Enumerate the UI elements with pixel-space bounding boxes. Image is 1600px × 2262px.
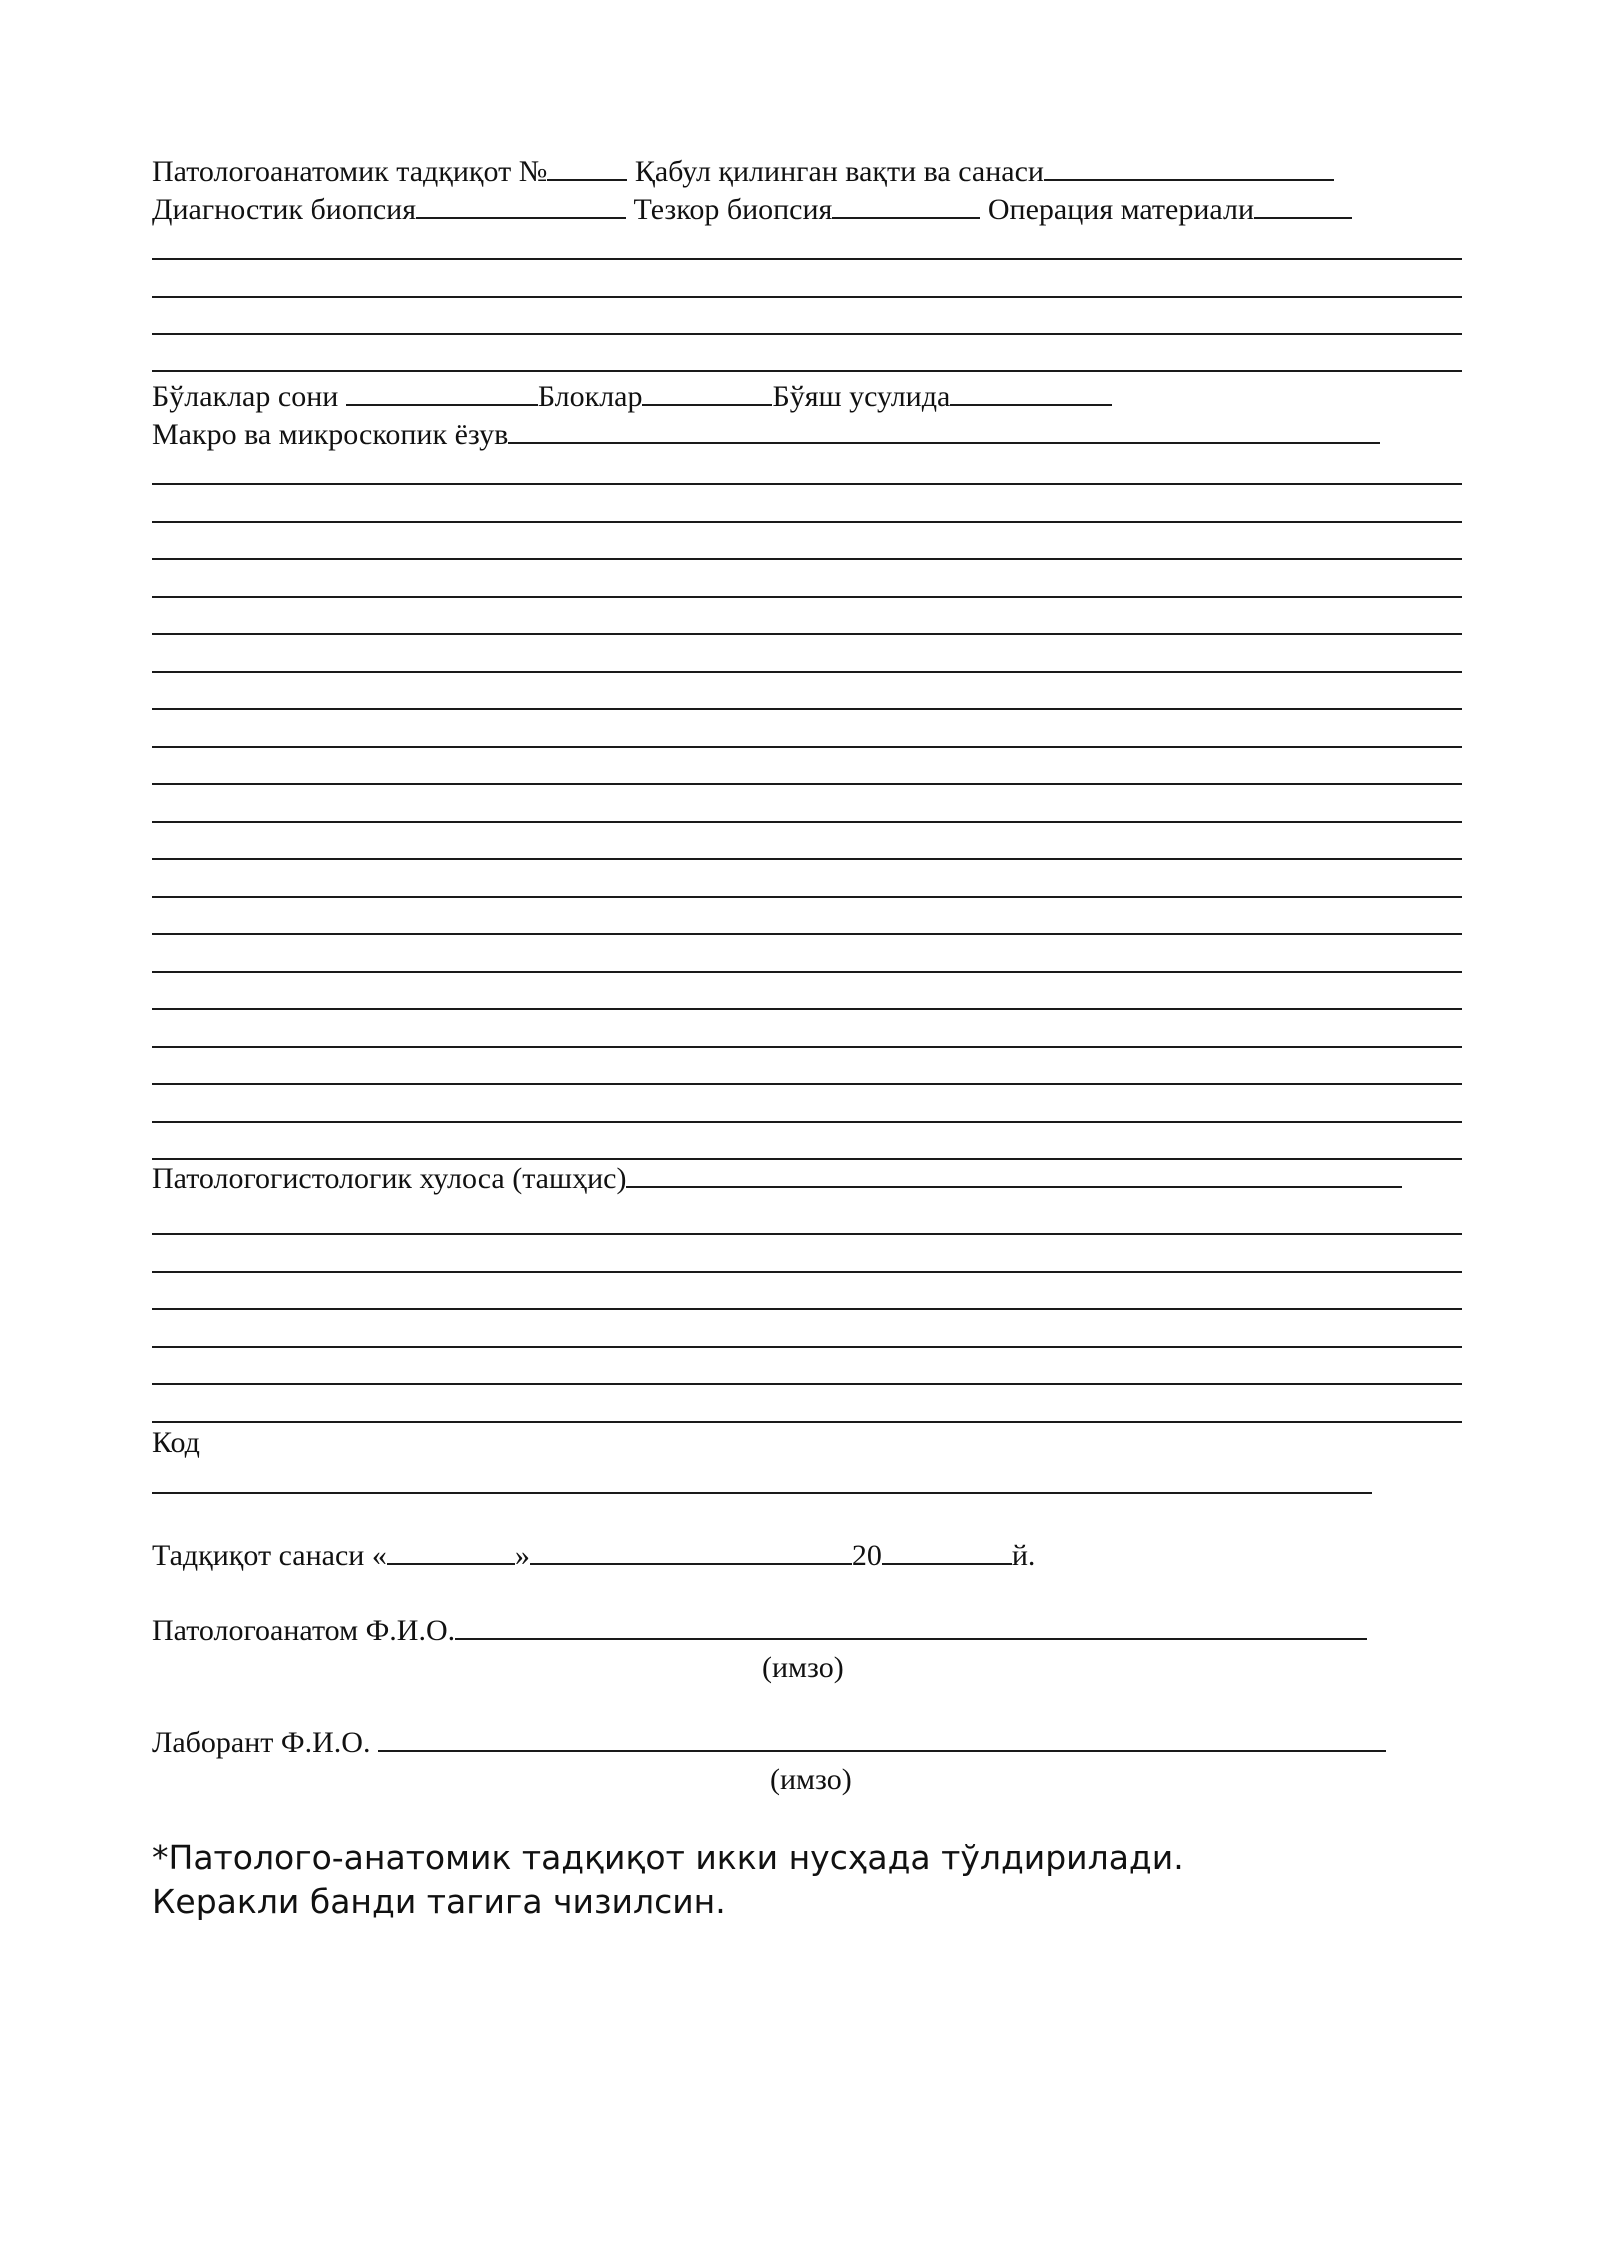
- ruled-line[interactable]: [152, 1308, 1462, 1310]
- note-line-1: *Патолого-анатомик тадқиқот икки нусҳада тўлдирилади.: [152, 1838, 1184, 1877]
- ruled-line[interactable]: [152, 1008, 1462, 1010]
- pathologist-signature-caption: (имзо): [762, 1651, 844, 1684]
- date-day-field[interactable]: [387, 1537, 515, 1565]
- pieces-count-label: Бўлаклар сони: [152, 380, 346, 413]
- lab-assistant-name-field[interactable]: [378, 1724, 1386, 1752]
- pathologist-name-field[interactable]: [455, 1612, 1367, 1640]
- code-label: Код: [152, 1426, 200, 1459]
- blocks-label: Блоклар: [537, 380, 643, 413]
- operation-material-field[interactable]: [1254, 191, 1352, 219]
- date-year-field[interactable]: [882, 1537, 1012, 1565]
- ruled-line[interactable]: [152, 1233, 1462, 1235]
- express-biopsy-field[interactable]: [832, 191, 980, 219]
- ruled-line[interactable]: [152, 296, 1462, 298]
- ruled-line[interactable]: [152, 671, 1462, 673]
- ruled-line[interactable]: [152, 370, 1462, 372]
- received-datetime-label: Қабул қилинган вақти ва санаси: [634, 155, 1044, 188]
- conclusion-line: [152, 1160, 1402, 1197]
- conclusion-label: Патологогистологик хулоса (ташҳис): [152, 1162, 627, 1195]
- received-datetime-field[interactable]: [1044, 153, 1334, 181]
- ruled-line[interactable]: [152, 1271, 1462, 1273]
- macro-micro-line: [152, 416, 1380, 453]
- research-number-field[interactable]: [547, 153, 627, 181]
- ruled-line[interactable]: [152, 971, 1462, 973]
- research-date-line: [152, 1537, 1035, 1574]
- ruled-line[interactable]: [152, 708, 1462, 710]
- ruled-line[interactable]: [152, 858, 1462, 860]
- macro-micro-field[interactable]: [508, 416, 1380, 444]
- ruled-line[interactable]: [152, 1383, 1462, 1385]
- blocks-field[interactable]: [642, 378, 772, 406]
- stain-method-field[interactable]: [950, 378, 1112, 406]
- note-line-2: Керакли банди тагига чизилсин.: [152, 1882, 726, 1921]
- diagnostic-biopsy-field[interactable]: [416, 191, 626, 219]
- date-month-field[interactable]: [530, 1537, 852, 1565]
- pieces-line: [152, 378, 1112, 415]
- header-line-2: [152, 191, 1352, 228]
- code-field[interactable]: [152, 1492, 1372, 1494]
- ruled-line[interactable]: [152, 783, 1462, 785]
- year-prefix: 20: [851, 1539, 882, 1572]
- pathologist-line: [152, 1612, 1367, 1649]
- ruled-line[interactable]: [152, 746, 1462, 748]
- ruled-line[interactable]: [152, 633, 1462, 635]
- macro-micro-label: Макро ва микроскопик ёзув: [152, 418, 509, 451]
- conclusion-field[interactable]: [626, 1160, 1402, 1188]
- operation-material-label: Операция материали: [987, 193, 1255, 226]
- express-biopsy-label: Тезкор биопсия: [633, 193, 833, 226]
- pathologist-label: Патологоанатом Ф.И.О.: [152, 1614, 456, 1647]
- lab-assistant-line: [152, 1724, 1386, 1761]
- date-close-quote: »: [514, 1539, 530, 1572]
- stain-method-label: Бўяш усулида: [772, 380, 951, 413]
- lab-assistant-label: Лаборант Ф.И.О.: [152, 1726, 378, 1759]
- research-number-label: Патологоанатомик тадқиқот №: [152, 155, 548, 188]
- ruled-line[interactable]: [152, 1421, 1462, 1423]
- ruled-line[interactable]: [152, 596, 1462, 598]
- year-suffix: й.: [1011, 1539, 1036, 1572]
- pieces-count-field[interactable]: [346, 378, 538, 406]
- ruled-line[interactable]: [152, 896, 1462, 898]
- ruled-line[interactable]: [152, 333, 1462, 335]
- ruled-line[interactable]: [152, 1046, 1462, 1048]
- diagnostic-biopsy-label: Диагностик биопсия: [152, 193, 417, 226]
- ruled-line[interactable]: [152, 1346, 1462, 1348]
- lab-assistant-signature-caption: (имзо): [770, 1763, 852, 1796]
- ruled-line[interactable]: [152, 1121, 1462, 1123]
- ruled-line[interactable]: [152, 933, 1462, 935]
- ruled-line[interactable]: [152, 821, 1462, 823]
- ruled-line[interactable]: [152, 558, 1462, 560]
- ruled-line[interactable]: [152, 1083, 1462, 1085]
- header-line-1: [152, 153, 1334, 190]
- research-date-label: Тадқиқот санаси «: [152, 1539, 387, 1572]
- ruled-line[interactable]: [152, 258, 1462, 260]
- ruled-line[interactable]: [152, 521, 1462, 523]
- ruled-line[interactable]: [152, 483, 1462, 485]
